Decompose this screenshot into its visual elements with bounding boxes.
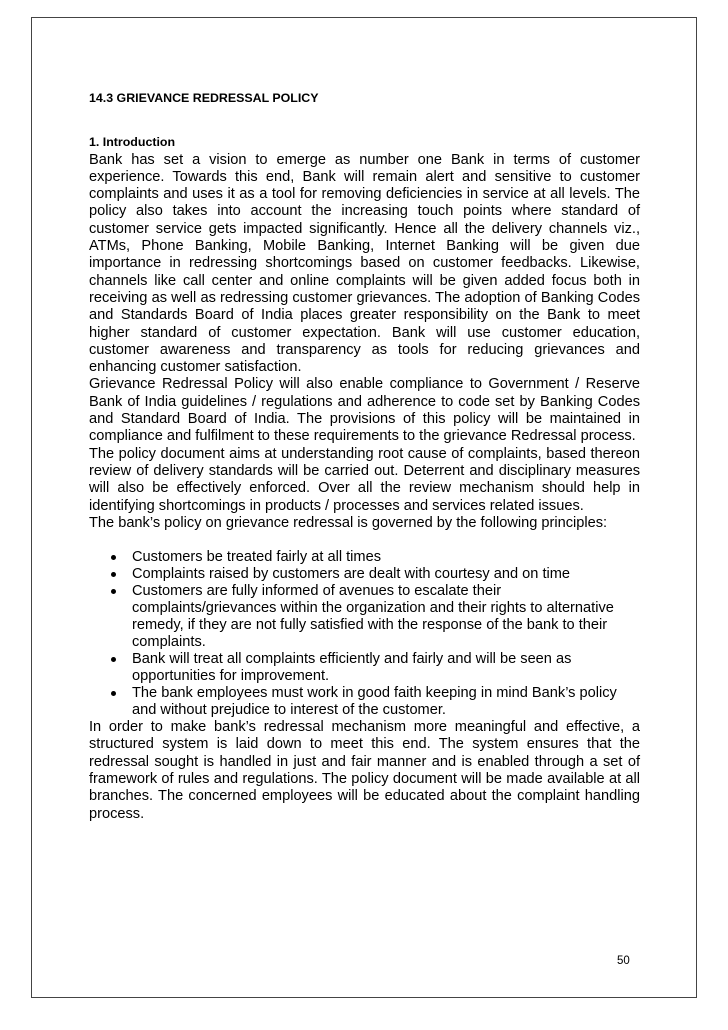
bullet-icon [111,555,116,560]
list-item [89,685,640,719]
list-item-text: The bank employees must work in good faith keeping in mind Bank’s policy and without prejudice to interest of the customer. [132,685,617,719]
bullet-icon [111,657,116,662]
list-item [89,566,640,583]
paragraph-vision: Bank has set a vision to emerge as number one Bank in terms of customer experience. Towards this end, Bank will remain alert and sensitive to customer complaints and uses it as a tool for removing deficiencies in service at all levels. The policy also takes into account the increasing touch points where standard of customer service gets impacted significantly. Hence all the delivery channels viz., ATMs, Phone Banking, Mobile Banking, Internet Banking will be given due importance in redressing shortcomings based on customer feedbacks. Likewise, channels like call center and online complaints will be given added focus both in receiving as well as redressing customer grievances. The adoption of Banking Codes and Standards Board of India places greater responsibility on the Bank to meet higher standard of customer expectation. Bank will use customer education, customer awareness and transparency as tools for reducing grievances and enhancing customer satisfaction. [89,151,640,376]
list-item [89,549,640,566]
page-number: 50 [617,955,630,967]
list-item-text: Customers be treated fairly at all times [132,549,381,566]
paragraph-compliance: Grievance Redressal Policy will also enable compliance to Government / Reserve Bank of India guidelines / regulations and adherence to code set by Banking Codes and Standard Board of India. The provisions of this policy will be maintained in compliance and fulfilment to these requirements to the grievance Redressal process. [89,376,640,445]
section-subtitle: 1. Introduction [89,135,176,150]
document-body [89,90,640,823]
bullet-icon [111,691,116,696]
list-item-text: Complaints raised by customers are dealt with courtesy and on time [132,566,571,583]
list-item [89,651,640,685]
principles-list [89,549,640,719]
section-title: 14.3 GRIEVANCE REDRESSAL POLICY [89,91,319,105]
bullet-icon [111,572,116,577]
list-item-text: Customers are fully informed of avenues to escalate their complaints/grievances within the organization and their rights to alternative remedy, if they are not fully satisfied with the response of the bank to their complaints. [132,583,614,651]
bullet-icon [111,589,116,594]
paragraph-principles-intro: The bank’s policy on grievance redressal is governed by the following principles: [89,514,608,531]
paragraph-closing: In order to make bank’s redressal mechanism more meaningful and effective, a structured system is laid down to meet this end. The system ensures that the redressal sought is handled in just and fair manner and is enabled through a set of framework of rules and regulations. The policy document will be made available at all branches. The concerned employees will be educated about the complaint handling process. [89,719,640,822]
paragraph-root-cause: The policy document aims at understanding root cause of complaints, based thereon review of delivery standards will be carried out. Deterrent and disciplinary measures will also be effectively enforced. Over all the review mechanism should help in identifying shortcomings in products / processes and services related issues. [89,445,640,514]
list-item [89,583,640,651]
list-item-text: Bank will treat all complaints efficiently and fairly and will be seen as opportunities for improvement. [132,651,572,685]
